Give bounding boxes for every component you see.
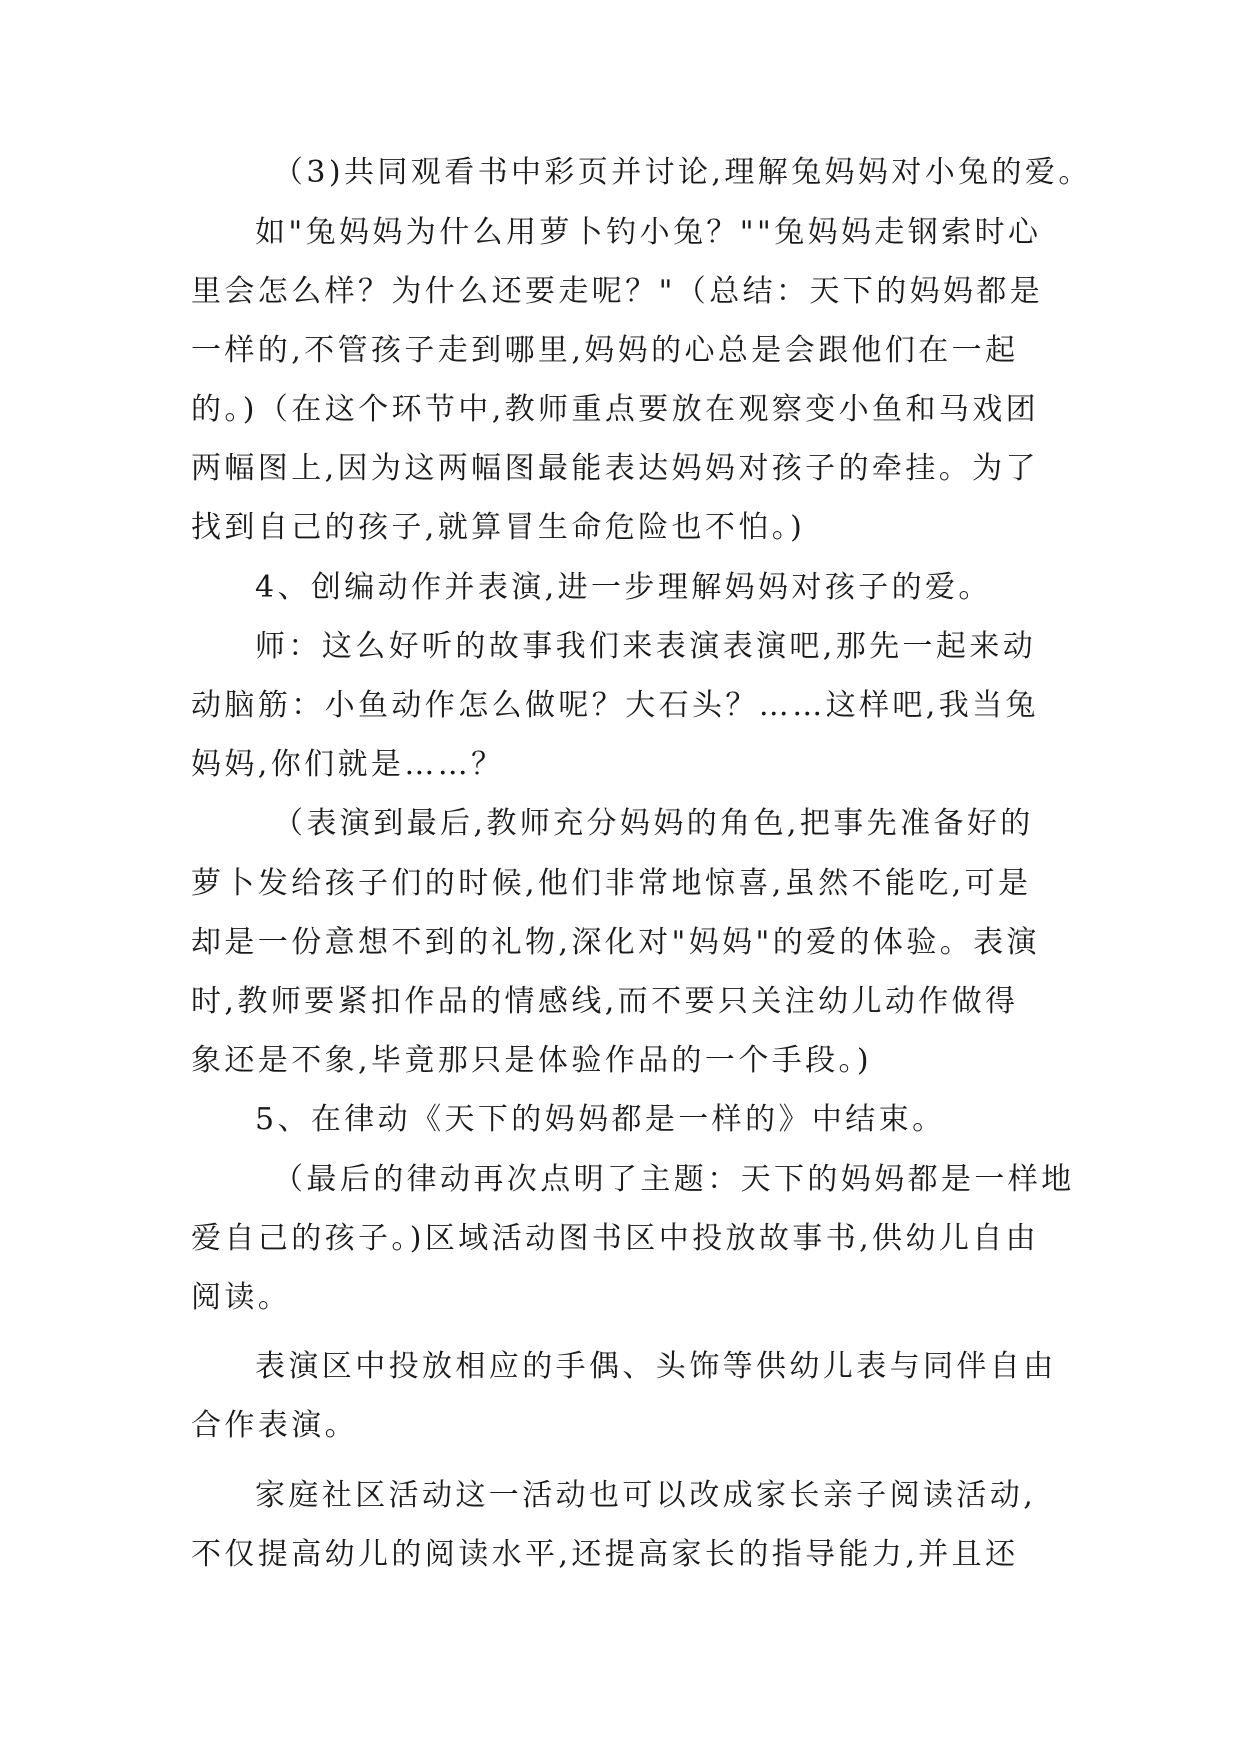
text-line: 妈妈,你们就是……？ xyxy=(191,747,505,782)
text-line: 的。)（在这个环节中,教师重点要放在观察变小鱼和马戏团 xyxy=(191,392,1040,427)
text-line: 爱自己的孩子。)区域活动图书区中投放故事书,供幼儿自由 xyxy=(191,1221,1040,1256)
text-line: 时,教师要紧扣作品的情感线,而不要只关注幼儿动作做得 xyxy=(191,984,1019,1019)
text-line: 萝卜发给孩子们的时候,他们非常地惊喜,虽然不能吃,可是 xyxy=(191,866,1032,901)
text-line: 如"兔妈妈为什么用萝卜钓小兔？""兔妈妈走钢索时心 xyxy=(255,215,1042,250)
text-line: 里会怎么样？为什么还要走呢？"（总结：天下的妈妈都是 xyxy=(191,274,1044,309)
text-line: 5、在律动《天下的妈妈都是一样的》中结束。 xyxy=(255,1102,946,1137)
text-line: （3)共同观看书中彩页并讨论,理解兔妈妈对小兔的爱。 xyxy=(273,155,1092,190)
text-line: 表演区中投放相应的手偶、头饰等供幼儿表与同伴自由 xyxy=(255,1349,1057,1384)
text-line: 找到自己的孩子,就算冒生命危险也不怕。) xyxy=(191,510,806,545)
text-line: （表演到最后,教师充分妈妈的角色,把事先准备好的 xyxy=(273,806,1034,841)
text-line: 两幅图上,因为这两幅图最能表达妈妈对孩子的牵挂。为了 xyxy=(191,451,1039,486)
text-line: 4、创编动作并表演,进一步理解妈妈对孩子的爱。 xyxy=(255,570,992,605)
text-line: 阅读。 xyxy=(191,1280,292,1315)
text-line: 师：这么好听的故事我们来表演表演吧,那先一起来动 xyxy=(255,629,1037,664)
text-line: 家庭社区活动这一活动也可以改成家长亲子阅读活动, xyxy=(255,1478,1037,1513)
text-line: 不仅提高幼儿的阅读水平,还提高家长的指导能力,并且还 xyxy=(191,1537,1019,1572)
text-line: 合作表演。 xyxy=(191,1408,358,1443)
text-line: 动脑筋：小鱼动作怎么做呢？大石头？……这样吧,我当兔 xyxy=(191,688,1039,723)
text-line: 一样的,不管孩子走到哪里,妈妈的心总是会跟他们在一起 xyxy=(191,333,1019,368)
text-line: （最后的律动再次点明了主题：天下的妈妈都是一样地 xyxy=(273,1162,1075,1197)
text-line: 却是一份意想不到的礼物,深化对"妈妈"的爱的体验。表演 xyxy=(191,925,1040,960)
text-line: 象还是不象,毕竟那只是体验作品的一个手段。) xyxy=(191,1043,873,1078)
